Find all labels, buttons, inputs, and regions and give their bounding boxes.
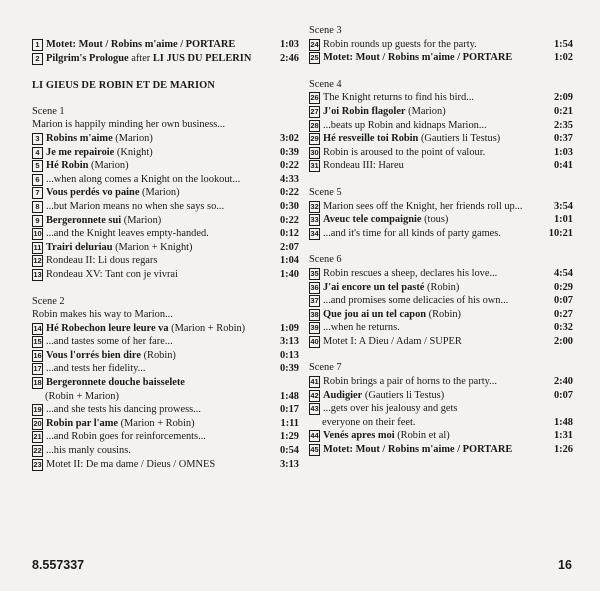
track-number: 8 <box>32 201 43 213</box>
track-duration: 0:13 <box>279 349 299 361</box>
track-list <box>309 38 573 65</box>
track-title: ...and tests her fidelity... <box>46 363 146 375</box>
track-duration: 2:35 <box>553 119 573 131</box>
track-number: 18 <box>33 378 42 388</box>
track-title: Audigier (Gautiers li Testus) <box>323 389 445 401</box>
track-number: 1 <box>32 39 43 51</box>
scene-5 <box>309 186 573 240</box>
track-number: 17 <box>33 364 42 374</box>
track-title: Robin rounds up guests for the party. <box>323 38 477 50</box>
track-list <box>309 91 573 173</box>
track-row <box>32 254 299 268</box>
scene-6 <box>309 253 573 348</box>
track-title: J'oi Robin flagoler (Marion) <box>323 105 446 117</box>
track-row <box>32 173 299 187</box>
track-title: Hé Robechon leure leure va (Marion + Robin) <box>46 322 246 334</box>
track-duration: 3:54 <box>553 200 573 212</box>
track-duration: 0:07 <box>553 389 573 401</box>
track-duration: 4:54 <box>553 267 573 279</box>
track-number: 11 <box>33 242 42 252</box>
track-row <box>309 308 573 322</box>
track-duration: 0:17 <box>279 404 299 416</box>
track-number: 2 <box>32 53 43 65</box>
track-row <box>32 444 299 458</box>
track-row <box>309 443 573 457</box>
track-title: ...and tastes some of her fare... <box>46 336 173 348</box>
track-number: 29 <box>310 134 319 144</box>
track-number: 10 <box>33 229 42 239</box>
track-title: Marion sees off the Knight, her friends roll up... <box>323 200 523 212</box>
track-title: Venés apres moi (Robin et al) <box>323 430 450 442</box>
track-number: 15 <box>33 337 42 347</box>
track-number: 40 <box>310 336 319 346</box>
track-number: 45 <box>310 445 319 455</box>
track-duration: 1:40 <box>279 268 299 280</box>
track-list <box>309 200 573 241</box>
track-row <box>309 281 573 295</box>
track-row-continuation: (Robin + Marion) 1:48 <box>45 390 299 402</box>
track-duration: 0:54 <box>279 445 299 457</box>
track-title: ...gets over his jealousy and gets <box>323 403 458 415</box>
track-row <box>309 91 573 105</box>
track-duration: 1:09 <box>279 322 299 334</box>
track-number: 39 <box>310 323 319 333</box>
track-title: Je me repairoie (Knight) <box>46 146 153 158</box>
track-duration: 0:39 <box>279 146 299 158</box>
track-duration: 1:26 <box>553 444 573 456</box>
track-title: Rondeau II: Li dous regars <box>46 255 158 267</box>
track-duration: 0:22 <box>279 187 299 199</box>
track-number: 23 <box>33 459 42 469</box>
track-row <box>309 119 573 133</box>
track-number: 19 <box>33 405 42 415</box>
track-number: 41 <box>310 377 319 387</box>
track-row <box>32 268 299 282</box>
track-row <box>32 132 299 146</box>
track-row <box>32 403 299 417</box>
track-duration: 0:37 <box>553 133 573 145</box>
track-row <box>32 376 299 390</box>
track-duration: 0:22 <box>279 160 299 172</box>
track-number: 9 <box>32 215 43 227</box>
track-number: 26 <box>310 93 319 103</box>
track-title: Bergeronnete sui (Marion) <box>46 214 162 226</box>
track-duration: 10:21 <box>548 227 573 239</box>
track-row <box>32 362 299 376</box>
track-title: Rondeau III: Hareu <box>323 160 404 172</box>
track-row <box>309 38 573 52</box>
track-title: ...and it's time for all kinds of party games. <box>323 227 501 239</box>
track-title: Aveuc tele compaignie (tous) <box>323 214 449 226</box>
track-number: 13 <box>33 269 42 279</box>
track-title: ...and Robin goes for reinforcements... <box>46 431 206 443</box>
track-number: 21 <box>33 432 42 442</box>
track-duration: 0:41 <box>553 160 573 172</box>
track-list <box>309 375 573 457</box>
track-row <box>32 335 299 349</box>
left-column <box>32 38 299 471</box>
track-duration: 1:04 <box>279 255 299 267</box>
track-duration: 0:29 <box>553 281 573 293</box>
catalog-number: 8.557337 <box>32 558 85 572</box>
track-row <box>32 186 299 200</box>
track-row <box>309 267 573 281</box>
track-title: Que jou ai un tel capon (Robin) <box>323 308 461 320</box>
track-title: ...when along comes a Knight on the lookout... <box>46 173 241 185</box>
track-title: ...and she tests his dancing prowess... <box>46 404 201 416</box>
track-duration: 3:13 <box>279 458 299 470</box>
track-number: 37 <box>310 296 319 306</box>
track-title: Hé Robin (Marion) <box>46 160 129 172</box>
track-row <box>32 38 299 52</box>
track-number: 24 <box>310 39 319 49</box>
track-row <box>32 458 299 472</box>
track-duration: 3:02 <box>279 132 299 144</box>
track-duration: 1:03 <box>553 146 573 158</box>
track-row <box>309 375 573 389</box>
track-duration: 3:13 <box>279 336 299 348</box>
track-duration: 2:40 <box>553 376 573 388</box>
track-list <box>32 132 299 282</box>
track-duration: 1:31 <box>553 430 573 442</box>
track-title: Trairi deluriau (Marion + Knight) <box>46 241 193 253</box>
track-number: 31 <box>310 161 319 171</box>
page-number: 16 <box>558 558 572 572</box>
track-duration: 2:07 <box>279 241 299 253</box>
track-row <box>32 52 299 66</box>
track-number: 42 <box>310 390 319 400</box>
track-row <box>32 430 299 444</box>
track-row <box>309 321 573 335</box>
track-duration: 2:00 <box>553 335 573 347</box>
track-title: Robin is aroused to the point of valour. <box>323 146 486 158</box>
track-row <box>32 214 299 228</box>
right-column <box>309 24 573 457</box>
track-duration: 0:21 <box>553 105 573 117</box>
track-number: 5 <box>32 160 43 172</box>
track-row <box>32 227 299 241</box>
track-title: Bergeronnete douche baisselete <box>46 377 185 389</box>
track-row <box>32 241 299 255</box>
track-duration: 0:27 <box>553 308 573 320</box>
track-title: Motet I: A Dieu / Adam / SUPER <box>323 335 462 347</box>
track-duration: 1:48 <box>279 390 299 402</box>
track-duration: 1:01 <box>553 214 573 226</box>
scene-label: Scene 3 <box>309 25 342 36</box>
track-title: Pilgrim's Prologue after LI JUS DU PELERIN <box>46 52 252 64</box>
scene-label: Scene 7 <box>309 362 342 374</box>
track-duration: 0:32 <box>553 322 573 334</box>
track-duration: 1:03 <box>279 39 299 50</box>
track-duration: 0:22 <box>279 214 299 226</box>
track-title: ...but Marion means no when she says so... <box>46 200 225 212</box>
track-row <box>309 200 573 214</box>
track-duration: 4:33 <box>279 173 299 185</box>
track-row <box>309 132 573 146</box>
track-row <box>309 429 573 443</box>
track-row <box>309 294 573 308</box>
track-title: J'ai encore un tel pasté (Robin) <box>323 281 460 293</box>
track-row <box>32 322 299 336</box>
track-number: 27 <box>310 106 319 116</box>
track-duration: 0:30 <box>279 200 299 212</box>
track-row <box>32 159 299 173</box>
track-number: 12 <box>33 256 42 266</box>
track-list <box>309 267 573 349</box>
track-number: 43 <box>310 404 319 414</box>
track-title: Motet: Mout / Robins m'aime / PORTARE <box>323 444 513 456</box>
track-title: Hé resveille toi Robin (Gautiers li Testus) <box>323 133 501 145</box>
track-list <box>32 322 299 472</box>
track-duration: 1:48 <box>553 416 573 428</box>
track-title: Vous l'orrés bien dire (Robin) <box>46 349 176 361</box>
track-title: Robin brings a pair of horns to the party... <box>323 376 497 388</box>
track-duration: 0:39 <box>279 363 299 375</box>
scene-description: Robin makes his way to Marion... <box>32 309 173 321</box>
track-number: 4 <box>32 147 43 159</box>
track-title: Motet II: De ma dame / Dieus / OMNES <box>46 458 216 470</box>
track-row <box>32 349 299 363</box>
track-title: Robins m'aime (Marion) <box>46 132 153 144</box>
track-number: 3 <box>32 133 43 145</box>
track-row <box>309 227 573 241</box>
track-duration: 0:07 <box>553 295 573 307</box>
scene-7 <box>309 361 573 456</box>
track-number: 32 <box>310 201 319 211</box>
scene-2 <box>32 295 299 472</box>
scene-4 <box>309 78 573 173</box>
track-number: 25 <box>310 53 319 63</box>
track-row <box>32 417 299 431</box>
track-title: Motet: Mout / Robins m'aime / PORTARE <box>46 39 236 50</box>
track-duration: 2:46 <box>279 52 299 64</box>
track-title: ...his manly cousins. <box>46 445 131 457</box>
track-duration: 0:12 <box>279 228 299 240</box>
track-row <box>309 213 573 227</box>
track-duration: 2:09 <box>553 92 573 104</box>
track-number: 33 <box>310 215 319 225</box>
track-number: 30 <box>310 147 319 157</box>
track-title: ...when he returns. <box>323 322 400 334</box>
track-row <box>32 146 299 160</box>
track-number: 28 <box>310 120 319 130</box>
track-number: 38 <box>310 309 319 319</box>
track-number: 34 <box>310 228 319 238</box>
track-duration: 1:11 <box>280 417 299 429</box>
track-title: ...and the Knight leaves empty-handed. <box>46 228 209 240</box>
track-title: Robin rescues a sheep, declares his love... <box>323 267 498 279</box>
track-number: 16 <box>33 350 42 360</box>
track-title: ...and promises some delicacies of his own... <box>323 295 509 307</box>
track-row-continuation: everyone on their feet. 1:48 <box>322 416 573 428</box>
track-title: The Knight returns to find his bird... <box>323 92 474 104</box>
track-number: 14 <box>33 323 42 333</box>
track-duration: 1:29 <box>279 431 299 443</box>
track-number: 44 <box>310 431 319 441</box>
track-row <box>309 402 573 416</box>
track-title: ...beats up Robin and kidnaps Marion... <box>323 119 487 131</box>
track-title: Motet: Mout / Robins m'aime / PORTARE <box>323 52 513 64</box>
track-row <box>309 389 573 403</box>
track-number: 6 <box>32 174 43 186</box>
track-row <box>309 146 573 160</box>
track-row <box>32 200 299 214</box>
scene-description: Marion is happily minding her own business... <box>32 119 226 131</box>
track-title: Vous perdés vo paine (Marion) <box>46 187 180 199</box>
scene-1 <box>32 105 299 282</box>
track-row <box>309 335 573 349</box>
track-duration: 1:54 <box>553 38 573 50</box>
track-number: 35 <box>310 268 319 278</box>
track-number: 36 <box>310 282 319 292</box>
scene-label: Scene 6 <box>309 254 342 266</box>
track-duration: 1:02 <box>553 52 573 64</box>
track-number: 22 <box>33 446 42 456</box>
scene-label: Scene 1 <box>32 105 65 117</box>
track-title: Robin par l'ame (Marion + Robin) <box>46 417 195 429</box>
scene-label: Scene 4 <box>309 78 342 90</box>
scene-3 <box>309 24 573 65</box>
work-title: LI GIEUS DE ROBIN ET DE MARION <box>32 80 215 92</box>
track-row <box>309 51 573 65</box>
track-number: 7 <box>32 187 43 199</box>
track-row <box>309 105 573 119</box>
track-number: 20 <box>33 418 42 428</box>
scene-label: Scene 5 <box>309 186 342 198</box>
track-title: Rondeau XV: Tant con je vivrai <box>46 268 178 280</box>
scene-label: Scene 2 <box>32 295 65 307</box>
track-row <box>309 159 573 173</box>
